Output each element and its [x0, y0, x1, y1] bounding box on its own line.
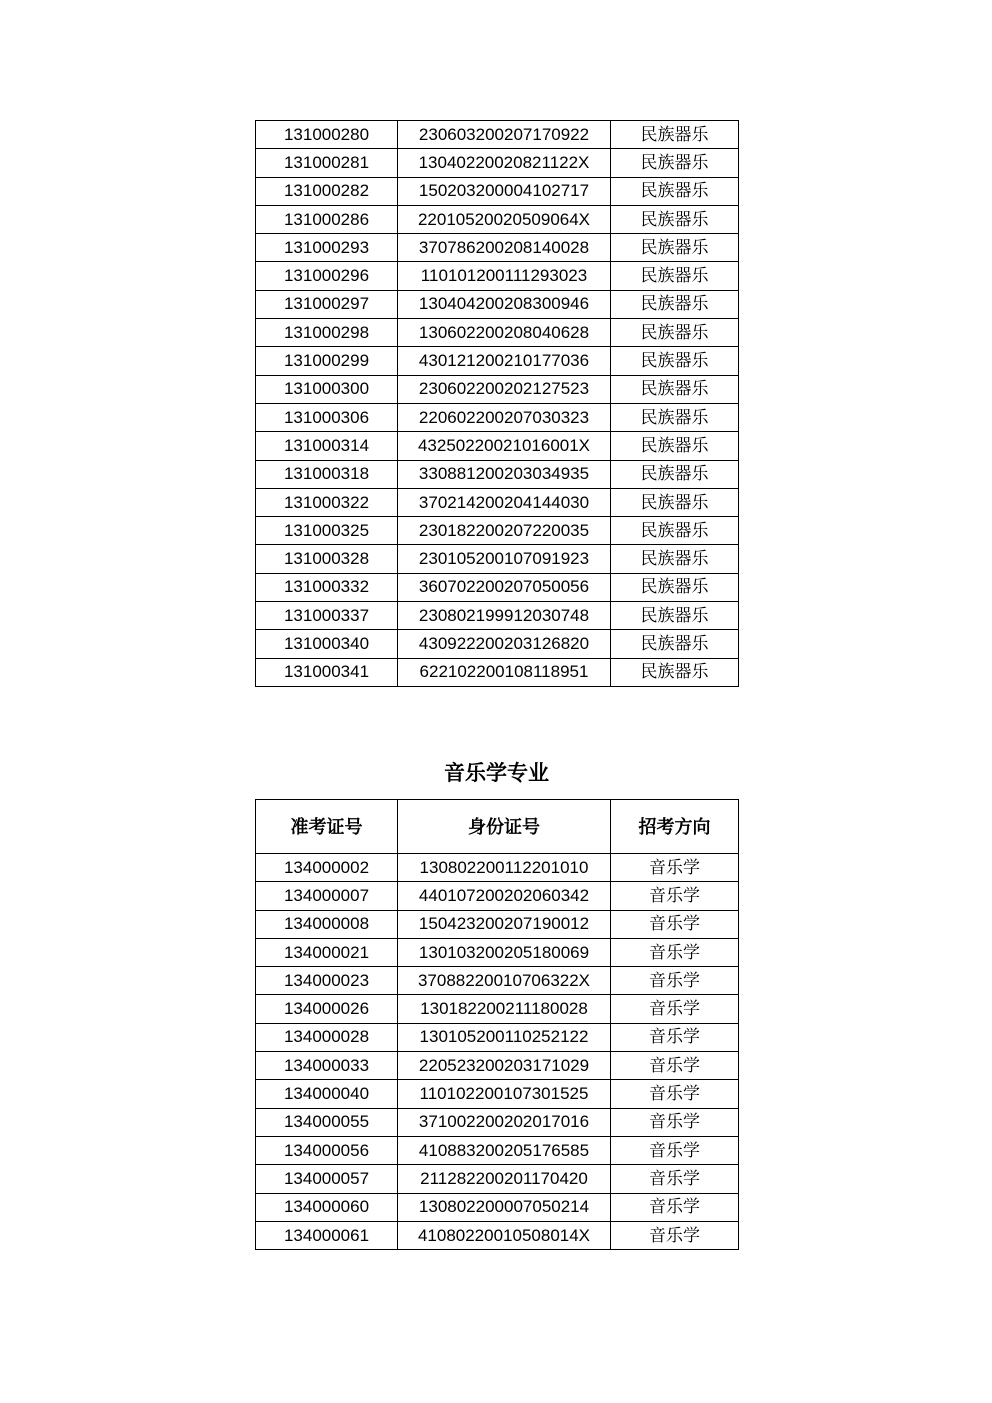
cell-id-number: 211282200201170420 — [398, 1165, 611, 1193]
cell-id-number: 370786200208140028 — [398, 234, 611, 262]
cell-id-number: 371002200202017016 — [398, 1108, 611, 1136]
table-row — [256, 545, 739, 573]
cell-direction: 民族器乐 — [611, 234, 739, 262]
cell-id-number: 22010520020509064X — [398, 205, 611, 233]
cell-direction: 音乐学 — [611, 882, 739, 910]
table-row — [256, 517, 739, 545]
cell-id-number: 230603200207170922 — [398, 121, 611, 149]
cell-id-number: 150203200004102717 — [398, 177, 611, 205]
cell-exam-number: 131000337 — [256, 602, 398, 630]
cell-direction: 音乐学 — [611, 1193, 739, 1221]
table-row — [256, 205, 739, 233]
table-row — [256, 910, 739, 938]
cell-exam-number: 131000286 — [256, 205, 398, 233]
cell-exam-number: 131000322 — [256, 488, 398, 516]
cell-direction: 民族器乐 — [611, 290, 739, 318]
cell-exam-number: 134000023 — [256, 967, 398, 995]
instrumental-table-body — [256, 121, 739, 687]
cell-direction: 民族器乐 — [611, 630, 739, 658]
cell-direction: 民族器乐 — [611, 517, 739, 545]
cell-exam-number: 131000328 — [256, 545, 398, 573]
cell-exam-number: 134000040 — [256, 1080, 398, 1108]
cell-direction: 民族器乐 — [611, 602, 739, 630]
cell-direction: 音乐学 — [611, 910, 739, 938]
cell-id-number: 41080220010508014X — [398, 1221, 611, 1249]
cell-direction: 民族器乐 — [611, 149, 739, 177]
table-row — [256, 630, 739, 658]
cell-exam-number: 134000026 — [256, 995, 398, 1023]
cell-exam-number: 134000028 — [256, 1023, 398, 1051]
header-exam-number: 准考证号 — [256, 800, 398, 854]
cell-direction: 民族器乐 — [611, 488, 739, 516]
cell-id-number: 230802199912030748 — [398, 602, 611, 630]
cell-direction: 音乐学 — [611, 1221, 739, 1249]
cell-id-number: 330881200203034935 — [398, 460, 611, 488]
cell-exam-number: 131000300 — [256, 375, 398, 403]
cell-direction: 音乐学 — [611, 1023, 739, 1051]
cell-id-number: 130103200205180069 — [398, 938, 611, 966]
cell-exam-number: 131000340 — [256, 630, 398, 658]
cell-id-number: 230602200202127523 — [398, 375, 611, 403]
table-row — [256, 234, 739, 262]
header-direction: 招考方向 — [611, 800, 739, 854]
cell-direction: 民族器乐 — [611, 658, 739, 686]
table-row — [256, 375, 739, 403]
table-row — [256, 1108, 739, 1136]
cell-direction: 民族器乐 — [611, 460, 739, 488]
table-row — [256, 1165, 739, 1193]
cell-id-number: 410883200205176585 — [398, 1136, 611, 1164]
cell-id-number: 130404200208300946 — [398, 290, 611, 318]
cell-exam-number: 131000332 — [256, 573, 398, 601]
table-row — [256, 460, 739, 488]
cell-exam-number: 131000281 — [256, 149, 398, 177]
musicology-table-body — [256, 854, 739, 1250]
musicology-candidates-table — [255, 799, 739, 1250]
cell-id-number: 440107200202060342 — [398, 882, 611, 910]
cell-exam-number: 134000008 — [256, 910, 398, 938]
cell-id-number: 370214200204144030 — [398, 488, 611, 516]
table-row — [256, 432, 739, 460]
cell-direction: 音乐学 — [611, 967, 739, 995]
cell-exam-number: 131000293 — [256, 234, 398, 262]
cell-exam-number: 134000060 — [256, 1193, 398, 1221]
table-row — [256, 290, 739, 318]
cell-exam-number: 134000061 — [256, 1221, 398, 1249]
cell-id-number: 130802200007050214 — [398, 1193, 611, 1221]
cell-id-number: 130602200208040628 — [398, 319, 611, 347]
cell-id-number: 220602200207030323 — [398, 403, 611, 431]
cell-exam-number: 131000297 — [256, 290, 398, 318]
cell-id-number: 360702200207050056 — [398, 573, 611, 601]
table-row — [256, 1023, 739, 1051]
header-id-number: 身份证号 — [398, 800, 611, 854]
cell-direction: 音乐学 — [611, 1080, 739, 1108]
cell-direction: 音乐学 — [611, 1108, 739, 1136]
table-row — [256, 938, 739, 966]
cell-exam-number: 134000007 — [256, 882, 398, 910]
table-row — [256, 602, 739, 630]
table-row — [256, 1221, 739, 1249]
cell-exam-number: 134000055 — [256, 1108, 398, 1136]
cell-exam-number: 131000296 — [256, 262, 398, 290]
cell-id-number: 110101200111293023 — [398, 262, 611, 290]
cell-id-number: 130802200112201010 — [398, 854, 611, 882]
cell-direction: 音乐学 — [611, 938, 739, 966]
cell-exam-number: 131000314 — [256, 432, 398, 460]
cell-exam-number: 131000341 — [256, 658, 398, 686]
cell-exam-number: 131000280 — [256, 121, 398, 149]
cell-id-number: 150423200207190012 — [398, 910, 611, 938]
cell-exam-number: 134000056 — [256, 1136, 398, 1164]
cell-direction: 民族器乐 — [611, 205, 739, 233]
cell-exam-number: 131000298 — [256, 319, 398, 347]
table-row — [256, 347, 739, 375]
cell-direction: 民族器乐 — [611, 403, 739, 431]
table-row — [256, 967, 739, 995]
cell-id-number: 37088220010706322X — [398, 967, 611, 995]
table-row — [256, 854, 739, 882]
table-row — [256, 1080, 739, 1108]
cell-id-number: 43250220021016001X — [398, 432, 611, 460]
cell-id-number: 130182200211180028 — [398, 995, 611, 1023]
table-row — [256, 319, 739, 347]
table-row — [256, 573, 739, 601]
cell-exam-number: 134000002 — [256, 854, 398, 882]
cell-direction: 民族器乐 — [611, 375, 739, 403]
table-row — [256, 658, 739, 686]
cell-id-number: 13040220020821122X — [398, 149, 611, 177]
cell-exam-number: 134000021 — [256, 938, 398, 966]
cell-direction: 音乐学 — [611, 1136, 739, 1164]
table-row — [256, 403, 739, 431]
cell-direction: 音乐学 — [611, 995, 739, 1023]
table-row — [256, 1136, 739, 1164]
cell-direction: 民族器乐 — [611, 121, 739, 149]
cell-exam-number: 131000318 — [256, 460, 398, 488]
section-title: 音乐学专业 — [444, 762, 549, 785]
cell-direction: 民族器乐 — [611, 347, 739, 375]
cell-id-number: 130105200110252122 — [398, 1023, 611, 1051]
cell-exam-number: 131000325 — [256, 517, 398, 545]
cell-id-number: 622102200108118951 — [398, 658, 611, 686]
cell-id-number: 430922200203126820 — [398, 630, 611, 658]
table-row — [256, 995, 739, 1023]
table-row — [256, 882, 739, 910]
cell-id-number: 220523200203171029 — [398, 1052, 611, 1080]
table-row — [256, 1193, 739, 1221]
table-row — [256, 121, 739, 149]
cell-direction: 音乐学 — [611, 1052, 739, 1080]
table-row — [256, 177, 739, 205]
instrumental-candidates-table — [255, 120, 739, 687]
cell-direction: 民族器乐 — [611, 319, 739, 347]
cell-id-number: 110102200107301525 — [398, 1080, 611, 1108]
table-row — [256, 262, 739, 290]
cell-exam-number: 131000299 — [256, 347, 398, 375]
header-row — [256, 800, 739, 854]
cell-direction: 民族器乐 — [611, 573, 739, 601]
cell-direction: 音乐学 — [611, 1165, 739, 1193]
cell-direction: 民族器乐 — [611, 262, 739, 290]
cell-id-number: 430121200210177036 — [398, 347, 611, 375]
cell-exam-number: 134000057 — [256, 1165, 398, 1193]
cell-exam-number: 131000306 — [256, 403, 398, 431]
table-row — [256, 1052, 739, 1080]
cell-id-number: 230182200207220035 — [398, 517, 611, 545]
table-row — [256, 149, 739, 177]
cell-id-number: 230105200107091923 — [398, 545, 611, 573]
cell-direction: 音乐学 — [611, 854, 739, 882]
cell-exam-number: 131000282 — [256, 177, 398, 205]
cell-direction: 民族器乐 — [611, 545, 739, 573]
cell-direction: 民族器乐 — [611, 432, 739, 460]
cell-direction: 民族器乐 — [611, 177, 739, 205]
musicology-table-header — [256, 800, 739, 854]
table-row — [256, 488, 739, 516]
cell-exam-number: 134000033 — [256, 1052, 398, 1080]
